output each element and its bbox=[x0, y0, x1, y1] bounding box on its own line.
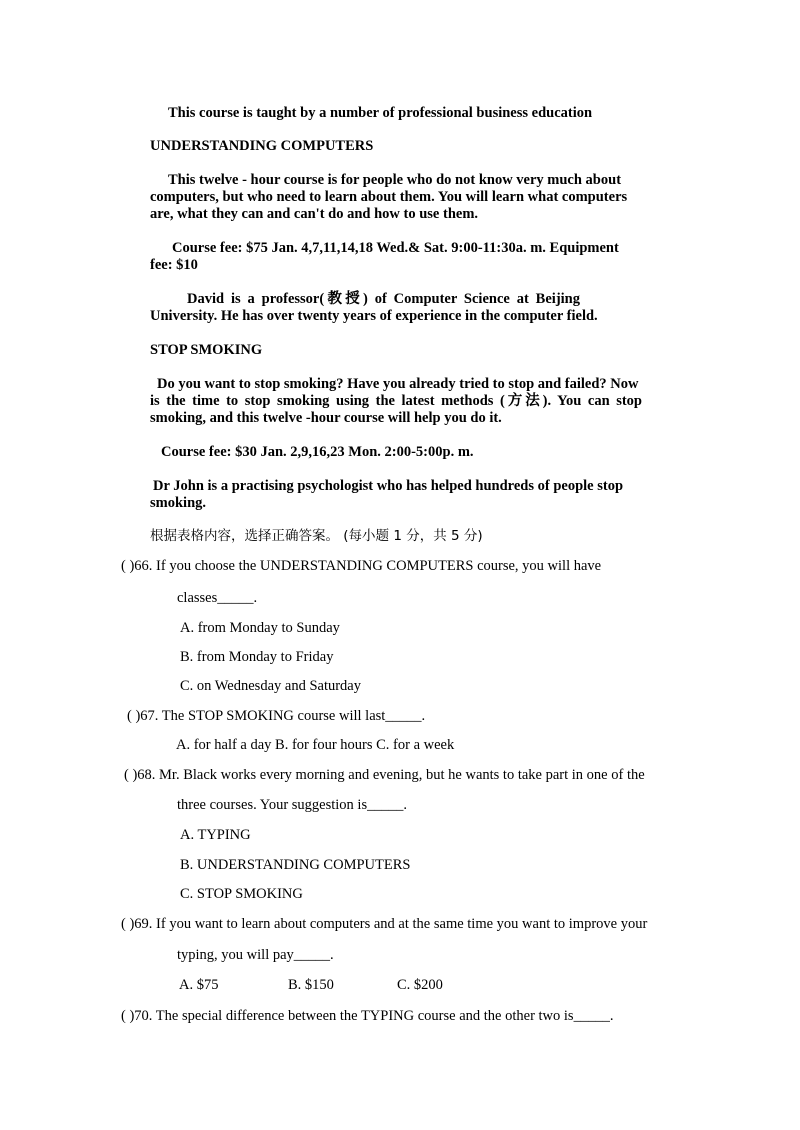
computers-teacher-line-1: David is a professor(教授) of Computer Science at Beijing bbox=[187, 291, 580, 307]
computers-fee-line-2: fee: $10 bbox=[150, 257, 198, 273]
smoking-desc-line-3: smoking, and this twelve -hour course will help you do it. bbox=[150, 410, 502, 426]
q66-option-a: A. from Monday to Sunday bbox=[180, 620, 340, 636]
q68-stem-cont: three courses. Your suggestion is_____. bbox=[177, 797, 407, 813]
q69-stem: ( )69. If you want to learn about computers and at the same time you want to improve your bbox=[121, 916, 648, 932]
q67-stem: ( )67. The STOP SMOKING course will last_____. bbox=[127, 708, 426, 724]
q66-stem-cont: classes_____. bbox=[177, 590, 258, 606]
computers-fee-line-1: Course fee: $75 Jan. 4,7,11,14,18 Wed.& Sat. 9:00-11:30a. m. Equipment bbox=[172, 240, 619, 256]
q69-option-b: B. $150 bbox=[288, 977, 334, 993]
computers-teacher-line-2: University. He has over twenty years of experience in the computer field. bbox=[150, 308, 598, 324]
q68-option-a: A. TYPING bbox=[180, 827, 251, 843]
smoking-teacher-line-2: smoking. bbox=[150, 495, 207, 511]
computers-desc-line-2: computers, but who need to learn about them. You will learn what computers bbox=[150, 189, 628, 205]
q66-option-b: B. from Monday to Friday bbox=[180, 649, 334, 665]
computers-desc-line-1: This twelve - hour course is for people who do not know very much about bbox=[168, 172, 622, 188]
computers-heading: UNDERSTANDING COMPUTERS bbox=[150, 138, 374, 154]
intro-line: This course is taught by a number of professional business education bbox=[168, 105, 593, 121]
smoking-fee: Course fee: $30 Jan. 2,9,16,23 Mon. 2:00-5:00p. m. bbox=[161, 444, 474, 460]
computers-desc-line-3: are, what they can and can't do and how to use them. bbox=[150, 206, 479, 222]
q67-options: A. for half a day B. for four hours C. for a week bbox=[176, 737, 455, 753]
q70-stem: ( )70. The special difference between the TYPING course and the other two is_____. bbox=[121, 1008, 614, 1024]
q69-option-a: A. $75 bbox=[179, 977, 219, 993]
instructions: 根据表格内容，选择正确答案。 (每小题 1 分，共 5 分) bbox=[150, 528, 483, 544]
smoking-heading: STOP SMOKING bbox=[150, 342, 263, 358]
q68-option-b: B. UNDERSTANDING COMPUTERS bbox=[180, 857, 411, 873]
q68-option-c: C. STOP SMOKING bbox=[180, 886, 303, 902]
q69-stem-cont: typing, you will pay_____. bbox=[177, 947, 334, 963]
smoking-desc-line-2: is the time to stop smoking using the latest methods (方法). You can stop bbox=[150, 393, 642, 409]
q66-stem: ( )66. If you choose the UNDERSTANDING COMPUTERS course, you will have bbox=[121, 558, 602, 574]
q69-option-c: C. $200 bbox=[397, 977, 443, 993]
smoking-teacher-line-1: Dr John is a practising psychologist who has helped hundreds of people stop bbox=[153, 478, 624, 494]
q68-stem: ( )68. Mr. Black works every morning and evening, but he wants to take part in one of the bbox=[124, 767, 645, 783]
smoking-desc-line-1: Do you want to stop smoking? Have you already tried to stop and failed? Now bbox=[157, 376, 639, 392]
q66-option-c: C. on Wednesday and Saturday bbox=[180, 678, 361, 694]
